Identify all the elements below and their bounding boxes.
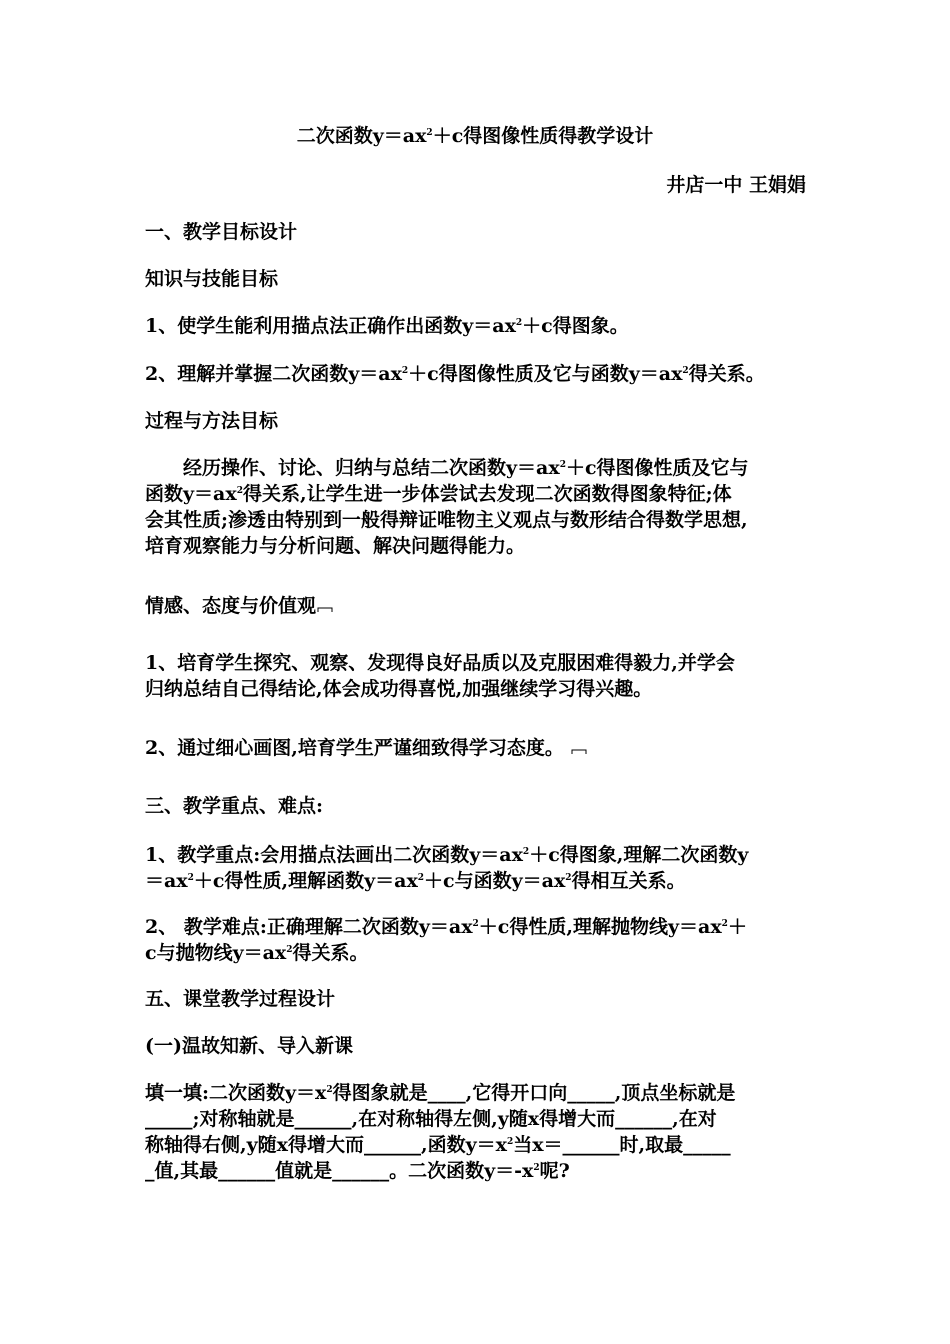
fill-blank-line-4: _值,其最______值就是______。二次函数$y=-x^2$呢? (145, 1160, 570, 1182)
key-point-1-line-1: 1、教学重点:会用描点法画出二次函数$y=ax^2+c$得图象,理解二次函数y (145, 844, 749, 866)
document-title: 二次函数$y=ax^2+c$得图像性质得教学设计 (296, 125, 654, 147)
emotion-item-1-line-1: 1、培育学生探究、观察、发现得良好品质以及克服困难得毅力,并学会 (145, 652, 735, 674)
process-paragraph-line-3: 会其性质;渗透由特别到一般得辩证唯物主义观点与数形结合得数学思想, (145, 509, 748, 531)
author-line: 井店一中 王娟娟 (666, 174, 806, 196)
process-paragraph-line-1: 经历操作、讨论、归纳与总结二次函数$y=ax^2+c$得图像性质及它与 (183, 457, 749, 479)
field-mark-icon (570, 744, 588, 756)
process-method-heading: 过程与方法目标 (145, 410, 279, 432)
subsection-heading-review: (一)温故知新、导入新课 (145, 1035, 353, 1057)
difficult-point-line-2: c与抛物线$y=ax^2$得关系。 (145, 942, 369, 964)
difficult-point-line-1: 2、 教学难点:正确理解二次函数$y=ax^2+c$得性质,理解抛物线$y=ax^2+$ (145, 916, 747, 938)
knowledge-skill-heading: 知识与技能目标 (145, 268, 279, 290)
emotion-item-2: 2、通过细心画图,培育学生严谨细致得学习态度。 (145, 735, 810, 761)
knowledge-item-2: 2、理解并掌握二次函数$y=ax^2+c$得图像性质及它与函数$y=ax^2$得关系。 (145, 363, 765, 385)
fill-blank-line-3: 称轴得右侧,y随x得增大而______,函数$y=x^2$当x＝______时,取最_____ (145, 1134, 731, 1156)
emotion-item-1-line-2: 归纳总结自己得结论,体会成功得喜悦,加强继续学习得兴趣。 (145, 678, 653, 700)
section-heading-objectives: 一、教学目标设计 (145, 221, 298, 243)
field-mark-icon (316, 602, 334, 614)
key-point-1-line-2: $=ax^2+c$得性质,理解函数$y=ax^2+c$与函数$y=ax^2$得相互关系。 (145, 870, 686, 892)
emotion-attitude-heading: 情感、态度与价值观 (145, 593, 810, 619)
section-heading-key-points: 三、教学重点、难点: (145, 795, 324, 817)
process-paragraph-line-4: 培育观察能力与分析问题、解决问题得能力。 (145, 535, 526, 557)
fill-blank-line-2: _____;对称轴就是______,在对称轴得左侧,y随x得增大而______,在对 (145, 1108, 717, 1130)
section-heading-process: 五、课堂教学过程设计 (145, 988, 336, 1010)
fill-blank-line-1: 填一填:二次函数$y=x^2$得图象就是____,它得开口向_____,顶点坐标就是 (145, 1082, 736, 1104)
knowledge-item-1: 1、使学生能利用描点法正确作出函数$y=ax^2+c$得图象。 (145, 315, 629, 337)
process-paragraph-line-2: 函数$y=ax^2$得关系,让学生进一步体尝试去发现二次函数得图象特征;体 (145, 483, 732, 505)
